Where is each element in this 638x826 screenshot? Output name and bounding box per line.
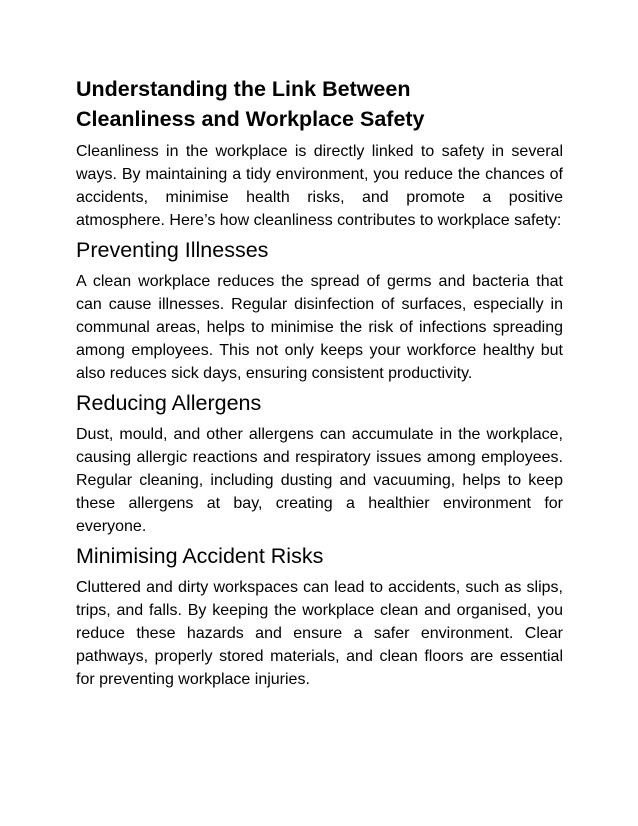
section-minimising-accident-risks — [76, 541, 563, 691]
section-body: A clean workplace reduces the spread of germs and bacteria that can cause illnesses. Regular disinfection of surfaces, especially in communal areas, helps to minimise the risk of infections spreading among employees. This not only keeps your workforce healthy but also reduces sick days, ensuring consistent productivity. — [76, 273, 563, 382]
intro-paragraph: Cleanliness in the workplace is directly linked to safety in several ways. By maintaining a tidy environment, you reduce the chances of accidents, minimise health risks, and promote a positive atmosphere. Here’s how cleanliness contributes to workplace safety: — [76, 143, 563, 229]
document-content — [76, 74, 563, 694]
section-preventing-illnesses — [76, 235, 563, 385]
section-body: Dust, mould, and other allergens can accumulate in the workplace, causing allergic reactions and respiratory issues among employees. Regular cleaning, including dusting and vacuuming, helps to keep these allergens at bay, creating a healthier environment for everyone. — [76, 426, 563, 535]
section-reducing-allergens — [76, 388, 563, 538]
section-heading: Minimising Accident Risks — [76, 544, 324, 568]
section-body: Cluttered and dirty workspaces can lead to accidents, such as slips, trips, and falls. By keeping the workplace clean and organised, you reduce these hazards and ensure a safer environment. Clear pathways, properly stored materials, and clean floors are essential for preventing workplace injuries. — [76, 579, 563, 688]
page-title — [76, 74, 563, 134]
page-title-line-1: Understanding the Link Between — [76, 77, 411, 101]
section-heading: Preventing Illnesses — [76, 238, 269, 262]
page-title-line-2: Cleanliness and Workplace Safety — [76, 107, 425, 131]
section-heading: Reducing Allergens — [76, 391, 262, 415]
